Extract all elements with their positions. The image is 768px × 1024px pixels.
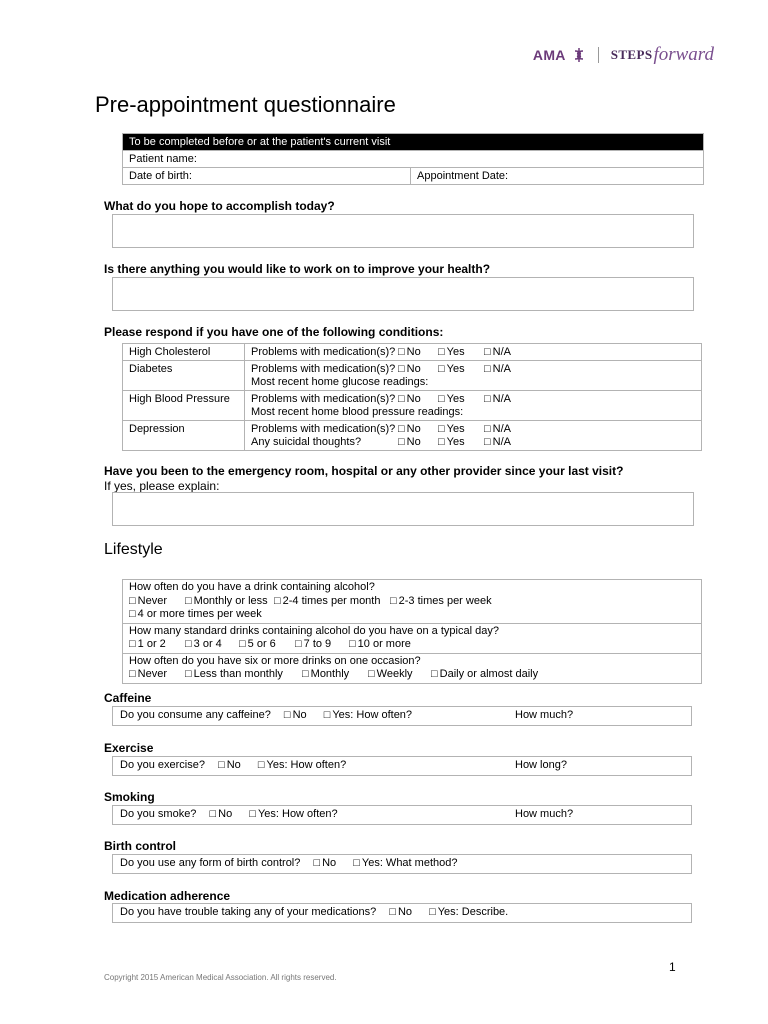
logo-divider (598, 47, 599, 63)
condition-name: High Cholesterol (123, 344, 245, 361)
caffeine-question: Do you consume any caffeine? (120, 709, 271, 721)
checkbox-na[interactable]: □ N/A (484, 393, 511, 406)
alcohol-row (123, 580, 702, 624)
exercise-question: Do you exercise? (120, 759, 205, 771)
alcohol-row (123, 653, 702, 683)
medication-adherence-row (112, 903, 692, 923)
smoking-how-much-label: How much? (515, 808, 574, 820)
birth-control-checkbox-yes[interactable]: □ Yes: What method? (353, 857, 457, 869)
dob-row (123, 167, 703, 184)
condition-detail (245, 361, 702, 391)
question-improve-health: Is there anything you would like to work on to improve your health? (104, 262, 491, 276)
caffeine-checkbox-no[interactable]: □ No (284, 709, 307, 721)
option-2-4-per-month[interactable]: □ 2-4 times per month (274, 595, 390, 609)
question-emergency-room: Have you been to the emergency room, hospital or any other provider since your last visit? (104, 464, 624, 478)
exercise-how-long-label: How long? (515, 759, 567, 771)
option-never[interactable]: □ Never (129, 668, 185, 682)
option-monthly-or-less[interactable]: □ Monthly or less (185, 595, 274, 609)
caffeine-how-much-label: How much? (515, 709, 574, 721)
checkbox-na[interactable]: □ N/A (484, 423, 511, 436)
er-explain-label: If yes, please explain: (104, 479, 220, 493)
condition-row (123, 361, 702, 391)
caffeine-checkbox-yes[interactable]: □ Yes: How often? (324, 709, 412, 721)
option-7-to-9[interactable]: □ 7 to 9 (295, 638, 349, 652)
condition-detail (245, 391, 702, 421)
option-daily-or-almost-daily[interactable]: □ Daily or almost daily (431, 668, 538, 682)
patient-table-header: To be completed before or at the patient's current visit (123, 134, 703, 150)
question-accomplish: What do you hope to accomplish today? (104, 199, 335, 213)
accomplish-answer-box[interactable] (112, 214, 694, 248)
option-monthly[interactable]: □ Monthly (302, 668, 368, 682)
patient-name-row[interactable] (123, 150, 703, 167)
medication-checkbox-yes[interactable]: □ Yes: Describe. (429, 906, 508, 918)
medication-adherence-heading: Medication adherence (104, 889, 231, 903)
option-4-or-more-per-week[interactable]: □ 4 or more times per week (129, 608, 262, 622)
birth-control-heading: Birth control (104, 839, 176, 853)
checkbox-no[interactable]: □ No (398, 423, 438, 436)
smoking-question: Do you smoke? (120, 808, 197, 820)
caffeine-row (112, 706, 692, 726)
option-1-or-2[interactable]: □ 1 or 2 (129, 638, 185, 652)
option-never[interactable]: □ Never (129, 595, 185, 609)
medication-problem-label: Problems with medication(s)? (251, 393, 396, 405)
checkbox-yes[interactable]: □ Yes (438, 436, 484, 449)
amasteps-forward-logo (533, 44, 714, 66)
checkbox-no[interactable]: □ No (398, 436, 438, 449)
ama-logo-text: AMA (532, 47, 566, 63)
alcohol-amount-cell (123, 623, 702, 653)
smoking-row (112, 805, 692, 825)
birth-control-question: Do you use any form of birth control? (120, 857, 301, 869)
birth-control-question-line (120, 855, 457, 871)
condition-row (123, 344, 702, 361)
option-less-than-monthly[interactable]: □ Less than monthly (185, 668, 302, 682)
birth-control-row (112, 854, 692, 874)
page-number: 1 (669, 960, 676, 974)
alcohol-amount-question: How many standard drinks containing alcohol do you have on a typical day? (129, 624, 499, 637)
checkbox-yes[interactable]: □ Yes (438, 346, 484, 359)
alcohol-binge-cell (123, 653, 702, 683)
checkbox-no[interactable]: □ No (398, 346, 438, 359)
alcohol-row (123, 623, 702, 653)
condition-row (123, 391, 702, 421)
birth-control-checkbox-no[interactable]: □ No (313, 857, 336, 869)
dob-label[interactable]: Date of birth: (123, 168, 411, 184)
medication-problem-label: Problems with medication(s)? (251, 346, 396, 358)
option-weekly[interactable]: □ Weekly (368, 668, 431, 682)
medication-question-line (120, 904, 508, 920)
alcohol-frequency-cell (123, 580, 702, 624)
exercise-checkbox-no[interactable]: □ No (218, 759, 241, 771)
option-2-3-per-week[interactable]: □ 2-3 times per week (390, 595, 492, 609)
lifestyle-heading: Lifestyle (104, 541, 163, 558)
medication-problem-label: Problems with medication(s)? (251, 363, 396, 375)
checkbox-yes[interactable]: □ Yes (438, 363, 484, 376)
exercise-heading: Exercise (104, 741, 154, 755)
condition-name: Depression (123, 421, 245, 451)
condition-detail (245, 344, 702, 361)
checkbox-no[interactable]: □ No (398, 363, 438, 376)
caffeine-heading: Caffeine (104, 691, 152, 705)
steps-logo-text: STEPS (610, 47, 653, 62)
forward-logo-text: forward (653, 44, 714, 65)
improve-health-answer-box[interactable] (112, 277, 694, 311)
option-5-or-6[interactable]: □ 5 or 6 (239, 638, 295, 652)
condition-detail (245, 421, 702, 451)
condition-row (123, 421, 702, 451)
alcohol-binge-question: How often do you have six or more drinks on one occasion? (129, 654, 421, 667)
checkbox-yes[interactable]: □ Yes (438, 423, 484, 436)
smoking-checkbox-yes[interactable]: □ Yes: How often? (249, 808, 337, 820)
medication-problem-label: Problems with medication(s)? (251, 423, 396, 435)
caffeine-question-line (120, 707, 412, 723)
checkbox-yes[interactable]: □ Yes (438, 393, 484, 406)
page-title: Pre-appointment questionnaire (95, 92, 396, 117)
exercise-row (112, 756, 692, 776)
checkbox-na[interactable]: □ N/A (484, 436, 511, 449)
checkbox-na[interactable]: □ N/A (484, 363, 511, 376)
patient-info-table (122, 133, 704, 185)
smoking-question-line (120, 806, 338, 822)
appointment-date-label[interactable]: Appointment Date: (417, 170, 509, 182)
smoking-checkbox-no[interactable]: □ No (210, 808, 233, 820)
condition-name: Diabetes (123, 361, 245, 391)
ama-caduceus-icon (572, 47, 586, 63)
condition-name: High Blood Pressure (123, 391, 245, 421)
medication-checkbox-no[interactable]: □ No (389, 906, 412, 918)
conditions-table (122, 343, 702, 451)
glucose-readings-label: Most recent home glucose readings: (251, 376, 429, 388)
checkbox-no[interactable]: □ No (398, 393, 438, 406)
checkbox-na[interactable]: □ N/A (484, 346, 511, 359)
copyright-notice: Copyright 2015 American Medical Association. All rights reserved. (104, 973, 337, 982)
exercise-checkbox-yes[interactable]: □ Yes: How often? (258, 759, 346, 771)
alcohol-frequency-question: How often do you have a drink containing alcohol? (129, 581, 375, 593)
option-10-or-more[interactable]: □ 10 or more (349, 638, 411, 652)
smoking-heading: Smoking (104, 790, 155, 804)
exercise-question-line (120, 757, 346, 773)
conditions-heading: Please respond if you have one of the following conditions: (104, 325, 444, 339)
blood-pressure-readings-label: Most recent home blood pressure readings: (251, 406, 464, 418)
er-answer-box[interactable] (112, 492, 694, 526)
alcohol-table (122, 579, 702, 684)
medication-question: Do you have trouble taking any of your medications? (120, 906, 377, 918)
suicidal-thoughts-label: Any suicidal thoughts? (251, 436, 362, 448)
option-3-or-4[interactable]: □ 3 or 4 (185, 638, 239, 652)
patient-name-label: Patient name: (129, 153, 197, 165)
